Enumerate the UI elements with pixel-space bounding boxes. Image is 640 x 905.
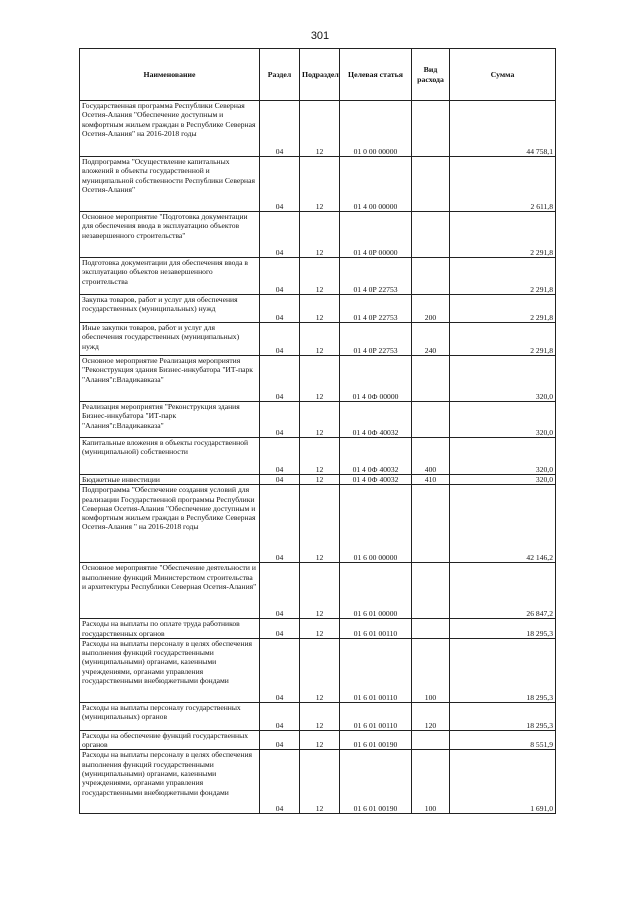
row-razdel-cell: 04: [260, 323, 300, 356]
row-name-cell: Бюджетные инвестиции: [80, 475, 260, 485]
row-vid-cell: 100: [412, 638, 450, 702]
row-sum-cell: 1 691,0: [450, 750, 556, 814]
row-name-cell: Подпрограмма "Осуществление капитальных вложений в объекты государственной и муниципальной собственности Республики Северная Осетия-Алания": [80, 157, 260, 212]
row-article-cell: 01 6 01 00110: [340, 619, 412, 639]
row-article-cell: 01 4 0Ф 40032: [340, 475, 412, 485]
table-row: [80, 750, 556, 814]
row-vid-cell: [412, 730, 450, 750]
table-row: [80, 258, 556, 295]
table-row: [80, 475, 556, 485]
page-number: 301: [310, 30, 330, 42]
row-razdel-cell: 04: [260, 730, 300, 750]
row-vid-cell: [412, 402, 450, 438]
row-vid-cell: [412, 212, 450, 258]
row-article-cell: 01 4 0Р 22753: [340, 258, 412, 295]
row-article-cell: 01 4 0Р 00000: [340, 212, 412, 258]
row-podrazdel-cell: 12: [300, 402, 340, 438]
row-name-cell: Расходы на выплаты персоналу в целях обеспечения выполнения функций государственными (муниципальными) органами, казенными учреждениями, органами управления государственными внебюджетными фондами: [80, 750, 260, 814]
table-row: [80, 101, 556, 157]
row-podrazdel-cell: 12: [300, 101, 340, 157]
row-razdel-cell: 04: [260, 619, 300, 639]
row-name-cell: Основное мероприятие Реализация мероприятия "Реконструкция здания Бизнес-инкубатора "ИТ-парк "Алания"г.Владикавказа": [80, 356, 260, 402]
row-article-cell: 01 4 0Ф 00000: [340, 356, 412, 402]
row-razdel-cell: 04: [260, 702, 300, 730]
row-razdel-cell: 04: [260, 750, 300, 814]
row-razdel-cell: 04: [260, 101, 300, 157]
row-podrazdel-cell: 12: [300, 157, 340, 212]
row-article-cell: 01 4 0Ф 40032: [340, 402, 412, 438]
row-vid-cell: [412, 619, 450, 639]
row-razdel-cell: 04: [260, 295, 300, 323]
row-vid-cell: 100: [412, 750, 450, 814]
row-name-cell: Расходы на выплаты по оплате труда работников государственных органов: [80, 619, 260, 639]
row-vid-cell: 120: [412, 702, 450, 730]
row-name-cell: Иные закупки товаров, работ и услуг для обеспечения государственных (муниципальных) нужд: [80, 323, 260, 356]
row-name-cell: Расходы на выплаты персоналу в целях обеспечения выполнения функций государственными (муниципальными) органами, казенными учреждениями, органами управления государственными внебюджетными фондами: [80, 638, 260, 702]
table-row: [80, 619, 556, 639]
row-article-cell: 01 6 01 00190: [340, 730, 412, 750]
header-razdel: Раздел: [260, 49, 300, 101]
header-article: Целевая статья: [340, 49, 412, 101]
row-podrazdel-cell: 12: [300, 563, 340, 619]
table-row: [80, 323, 556, 356]
table-header-row: [80, 49, 556, 101]
row-podrazdel-cell: 12: [300, 438, 340, 475]
row-article-cell: 01 6 01 00110: [340, 638, 412, 702]
row-article-cell: 01 6 01 00110: [340, 702, 412, 730]
budget-table: [79, 48, 556, 814]
table-row: [80, 157, 556, 212]
row-razdel-cell: 04: [260, 212, 300, 258]
row-razdel-cell: 04: [260, 563, 300, 619]
row-sum-cell: 18 295,3: [450, 702, 556, 730]
row-podrazdel-cell: 12: [300, 356, 340, 402]
row-sum-cell: 8 551,9: [450, 730, 556, 750]
row-razdel-cell: 04: [260, 402, 300, 438]
table-row: [80, 212, 556, 258]
row-sum-cell: 18 295,3: [450, 638, 556, 702]
row-sum-cell: 2 611,8: [450, 157, 556, 212]
row-sum-cell: 26 847,2: [450, 563, 556, 619]
row-razdel-cell: 04: [260, 438, 300, 475]
table-row: [80, 438, 556, 475]
row-article-cell: 01 6 01 00190: [340, 750, 412, 814]
row-podrazdel-cell: 12: [300, 750, 340, 814]
row-article-cell: 01 6 00 00000: [340, 485, 412, 563]
row-vid-cell: [412, 157, 450, 212]
row-podrazdel-cell: 12: [300, 295, 340, 323]
row-vid-cell: [412, 485, 450, 563]
row-razdel-cell: 04: [260, 356, 300, 402]
row-podrazdel-cell: 12: [300, 212, 340, 258]
row-vid-cell: 200: [412, 295, 450, 323]
header-sum: Сумма: [450, 49, 556, 101]
header-name: Наименование: [80, 49, 260, 101]
table-row: [80, 356, 556, 402]
row-article-cell: 01 4 0Ф 40032: [340, 438, 412, 475]
row-sum-cell: 2 291,8: [450, 295, 556, 323]
row-article-cell: 01 4 0Р 22753: [340, 295, 412, 323]
row-name-cell: Подпрограмма "Обеспечение создания условий для реализации Государственной программы Республики Северная Осетия-Алания "Обеспечение доступным и комфортным жильем граждан в Республике Северная Осетия-Алания " на 2016-2018 годы: [80, 485, 260, 563]
row-podrazdel-cell: 12: [300, 485, 340, 563]
row-vid-cell: [412, 101, 450, 157]
row-sum-cell: 44 758,1: [450, 101, 556, 157]
row-sum-cell: 42 146,2: [450, 485, 556, 563]
row-razdel-cell: 04: [260, 638, 300, 702]
row-vid-cell: [412, 563, 450, 619]
table-row: [80, 702, 556, 730]
table-row: [80, 402, 556, 438]
row-podrazdel-cell: 12: [300, 619, 340, 639]
row-article-cell: 01 6 01 00000: [340, 563, 412, 619]
row-vid-cell: 400: [412, 438, 450, 475]
row-podrazdel-cell: 12: [300, 702, 340, 730]
table-row: [80, 295, 556, 323]
row-article-cell: 01 4 00 00000: [340, 157, 412, 212]
row-name-cell: Расходы на выплаты персоналу государственных (муниципальных) органов: [80, 702, 260, 730]
row-sum-cell: 18 295,3: [450, 619, 556, 639]
row-sum-cell: 2 291,8: [450, 323, 556, 356]
table-row: [80, 730, 556, 750]
row-razdel-cell: 04: [260, 258, 300, 295]
row-vid-cell: 240: [412, 323, 450, 356]
row-vid-cell: [412, 258, 450, 295]
row-article-cell: 01 4 0Р 22753: [340, 323, 412, 356]
header-vid: Вид расхода: [412, 49, 450, 101]
row-podrazdel-cell: 12: [300, 323, 340, 356]
row-podrazdel-cell: 12: [300, 258, 340, 295]
row-sum-cell: 320,0: [450, 402, 556, 438]
row-sum-cell: 320,0: [450, 438, 556, 475]
row-name-cell: Капитальные вложения в объекты государственной (муниципальной) собственности: [80, 438, 260, 475]
row-name-cell: Основное мероприятие "Подготовка документации для обеспечения ввода в эксплуатацию объектов незавершенного строительства": [80, 212, 260, 258]
row-name-cell: Подготовка документации для обеспечения ввода в эксплуатацию объектов незавершенного строительства: [80, 258, 260, 295]
header-podrazdel: Подраздел: [300, 49, 340, 101]
table-row: [80, 485, 556, 563]
row-name-cell: Закупка товаров, работ и услуг для обеспечения государственных (муниципальных) нужд: [80, 295, 260, 323]
row-podrazdel-cell: 12: [300, 638, 340, 702]
row-name-cell: Реализация мероприятия "Реконструкция здания Бизнес-инкубатора "ИТ-парк "Алания"г.Владикавказа": [80, 402, 260, 438]
row-podrazdel-cell: 12: [300, 475, 340, 485]
table-row: [80, 563, 556, 619]
row-name-cell: Расходы на обеспечение функций государственных органов: [80, 730, 260, 750]
row-razdel-cell: 04: [260, 475, 300, 485]
row-razdel-cell: 04: [260, 485, 300, 563]
row-vid-cell: 410: [412, 475, 450, 485]
row-sum-cell: 2 291,8: [450, 258, 556, 295]
row-article-cell: 01 0 00 00000: [340, 101, 412, 157]
row-vid-cell: [412, 356, 450, 402]
row-name-cell: Государственная программа Республики Северная Осетия-Алания "Обеспечение доступным и комфортным жильем граждан в Республике Северная Осетия-Алания" на 2016-2018 годы: [80, 101, 260, 157]
row-razdel-cell: 04: [260, 157, 300, 212]
row-sum-cell: 2 291,8: [450, 212, 556, 258]
row-podrazdel-cell: 12: [300, 730, 340, 750]
row-sum-cell: 320,0: [450, 356, 556, 402]
row-name-cell: Основное мероприятие "Обеспечение деятельности и выполнение функций Министерством строительства и архитектуры Республики Северная Осетия-Алания": [80, 563, 260, 619]
table-row: [80, 638, 556, 702]
row-sum-cell: 320,0: [450, 475, 556, 485]
